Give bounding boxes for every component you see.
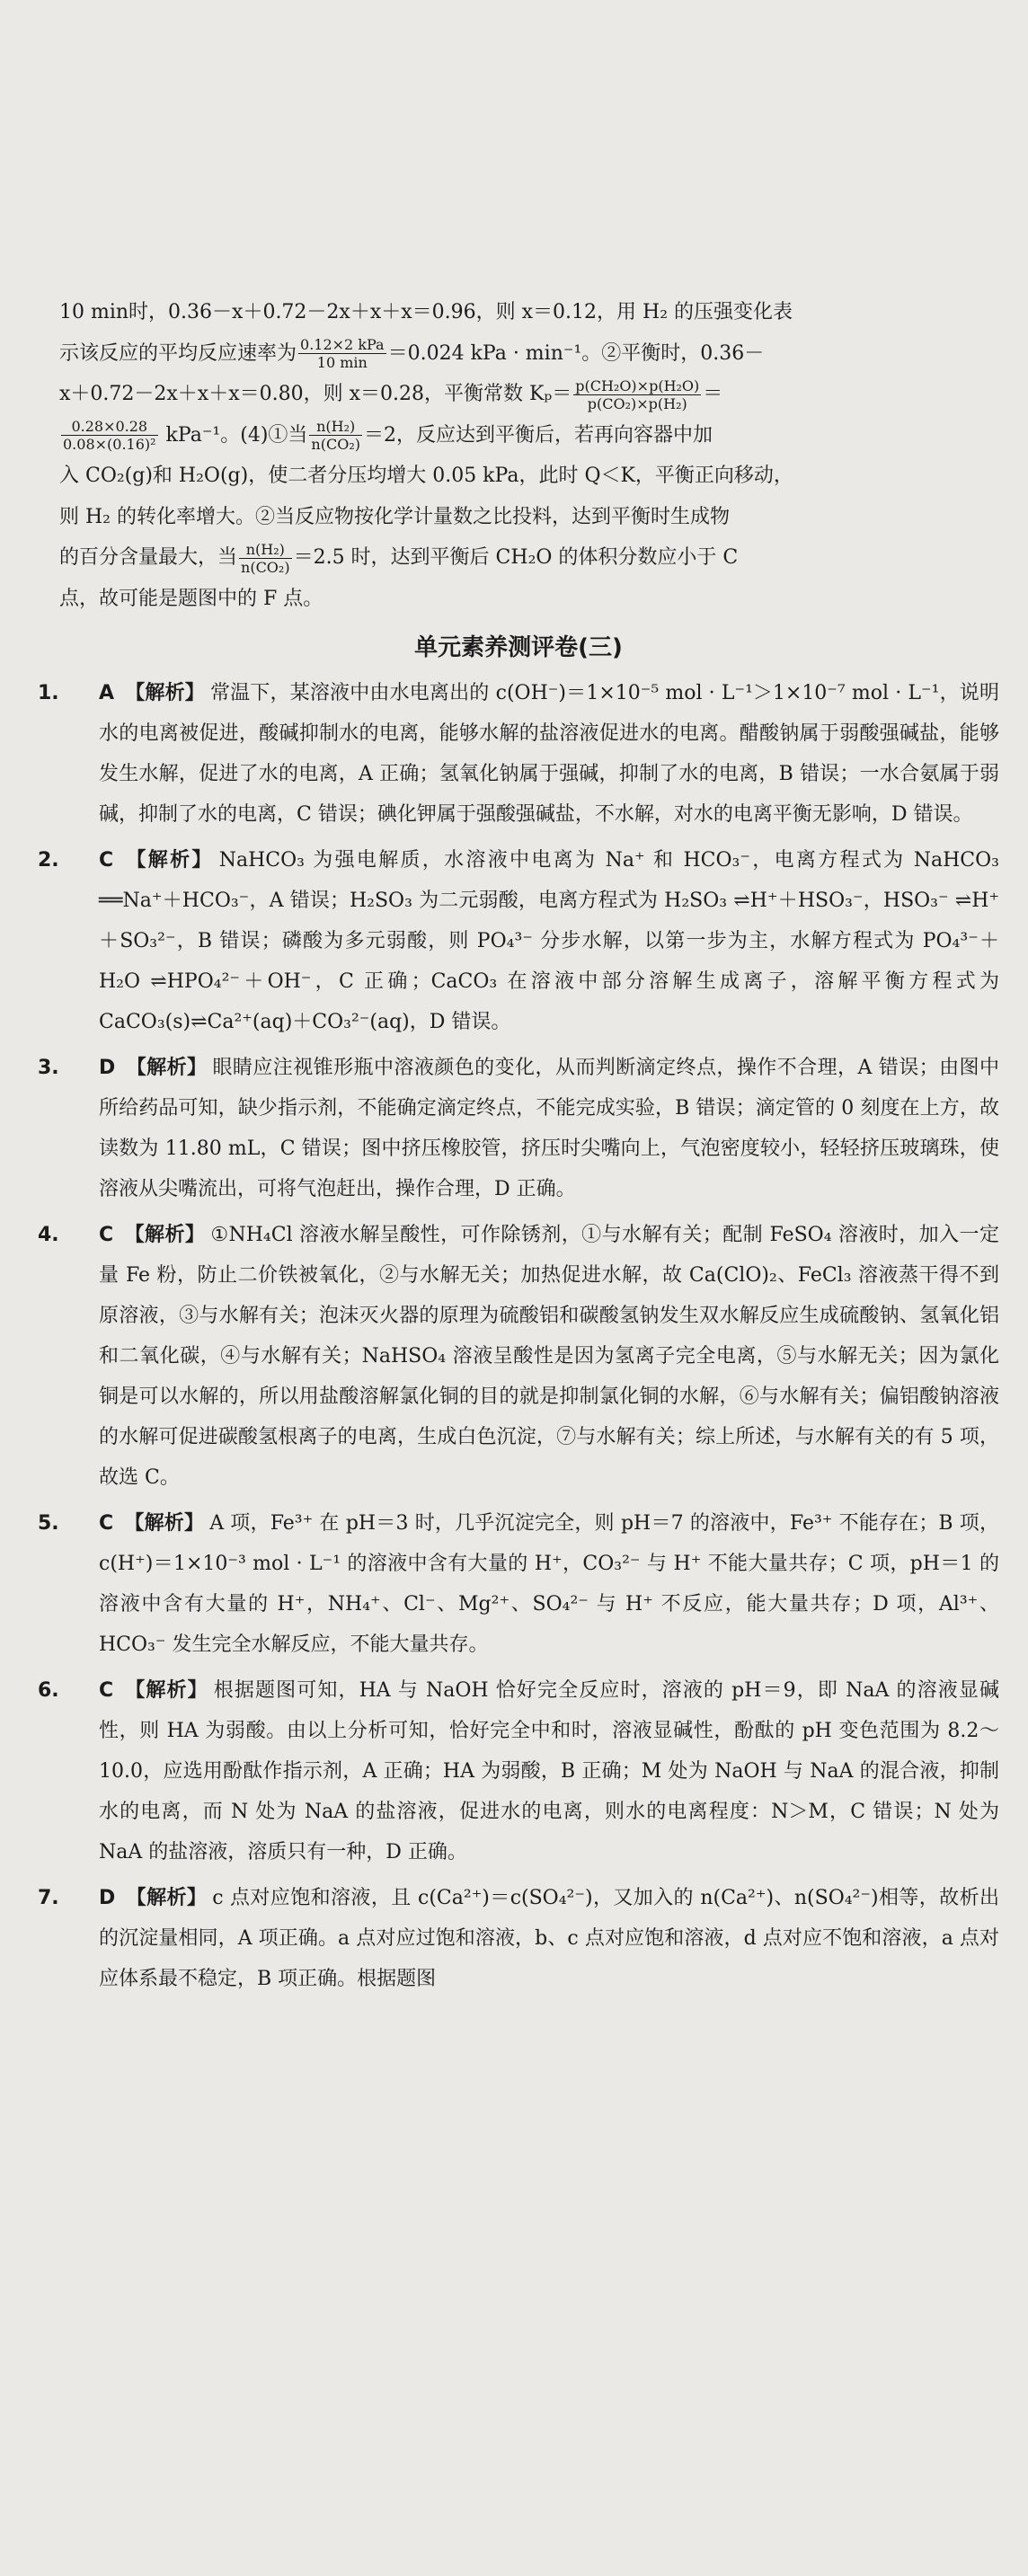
question-explanation [99,1503,999,1665]
question-number: 3. [38,1057,59,1079]
explanation-text: 根据题图可知，HA 与 NaOH 恰好完全反应时，溶液的 pH＝9，即 NaA 的溶液显碱性，则 HA 为弱酸。由以上分析可知，恰好完全中和时，溶液显碱性，酚酞的 pH 变色范围为 8.2～10.0，应选用酚酞作指示剂，A 正确；HA 为弱酸，B 正确；M 处为 NaOH 与 NaA 的混合液，抑制水的电离，而 N 处为 NaA 的盐溶液，促进水的电离，则水的电离程度：N＞M，C 错误；N 处为 NaA 的盐溶液，溶质只有一种，D 正确。 [99,1679,999,1863]
question-number: 1. [38,682,59,704]
question-list [38,673,999,1999]
analysis-tag: 【解析】 [124,1224,206,1246]
explanation-text: ①NH₄Cl 溶液水解呈酸性，可作除锈剂，①与水解有关；配制 FeSO₄ 溶液时，加入一定量 Fe 粉，防止二价铁被氧化，②与水解无关；加热促进水解，故 Ca(ClO)₂、FeCl₃ 溶液蒸干得不到原溶液，③与水解有关；泡沫灭火器的原理为硫酸铝和碳酸氢钠发生双水解反应生成硫酸钠、氢氧化铝和二氧化碳，④与水解有关；NaHSO₄ 溶液呈酸性是因为氢离子完全电离，⑤与水解无关；因为氯化铜是可以水解的，所以用盐酸溶解氯化铜的目的就是抑制氯化铜的水解，⑥与水解有关；偏铝酸钠溶液的水解可促进碳酸氢根离子的电离，生成白色沉淀，⑦与水解有关；综上所述，与水解有关的有 5 项，故选 C。 [99,1224,999,1489]
analysis-tag: 【解析】 [125,682,205,704]
fraction: $\frac{\text{n(H₂)}}{\text{n(CO₂)}}$ [311,418,360,453]
answer-letter: C [99,1679,114,1702]
question-explanation [99,1878,999,1999]
fraction: $\frac{0.28\times 0.28}{\text{0.08×(0.16)²}}$ [63,418,156,453]
explanation-text: 常温下，某溶液中由水电离出的 c(OH⁻)＝1×10⁻⁵ mol · L⁻¹＞1×10⁻⁷ mol · L⁻¹，说明水的电离被促进，酸碱抑制水的电离，能够水解的盐溶液促进水的电离。醋酸钠属于弱酸强碱盐，能够发生水解，促进了水的电离，A 正确；氢氧化钠属于强碱，抑制了水的电离，B 错误；一水合氨属于弱碱，抑制了水的电离，C 错误；碘化钾属于强酸强碱盐，不水解，对水的电离平衡无影响，D 错误。 [99,682,999,826]
explanation-text: c 点对应饱和溶液，且 c(Ca²⁺)＝c(SO₄²⁻)，又加入的 n(Ca²⁺)、n(SO₄²⁻)相等，故析出的沉淀量相同，A 项正确。a 点对应过饱和溶液，b、c 点对应饱和溶液，d 点对应不饱和溶液，a 点对应体系最不稳定，B 项正确。根据题图 [99,1887,999,1990]
intro-line: $\frac{0.28\times 0.28}{\text{0.08×(0.16)²}}$ kPa⁻¹。(4)①当 $\frac{\text{n(H₂)}}{\text{n(CO₂)}}$ ＝2，反应达到平衡后，若再向容器中加 [63,418,713,453]
fraction: $\frac{\text{p(CH₂O)×p(H₂O)}}{\text{p(CO₂)×p(H₂)}}$ [575,376,700,412]
explanation-text: 眼睛应注视锥形瓶中溶液颜色的变化，从而判断滴定终点，操作不合理，A 错误；由图中所给药品可知，缺少指示剂，不能确定滴定终点，不能完成实验，B 错误；滴定管的 0 刻度在上方，故读数为 11.80 mL，C 错误；图中挤压橡胶管，挤压时尖嘴向上，气泡密度较小，轻轻挤压玻璃珠，使溶液从尖嘴流出，可将气泡赶出，操作合理，D 正确。 [99,1057,999,1200]
answer-letter: C [99,849,114,872]
question-explanation [99,673,999,835]
question-item [38,1048,999,1209]
question-number: 4. [38,1224,59,1246]
analysis-tag: 【解析】 [126,1057,208,1079]
question-explanation [99,1670,999,1872]
fraction: $\frac{\text{n(H₂)}}{\text{n(CO₂)}}$ [241,540,290,576]
question-item [38,673,999,835]
analysis-tag: 【解析】 [126,1887,208,1909]
intro-line: 点，故可能是题图中的 F 点。 [59,587,323,610]
analysis-tag: 【解析】 [124,1512,205,1535]
intro-paragraph [38,292,999,619]
analysis-tag: 【解析】 [124,849,214,872]
question-item [38,1215,999,1498]
question-number: 2. [38,849,59,872]
explanation-text: A 项，Fe³⁺ 在 pH＝3 时，几乎沉淀完全，则 pH＝7 的溶液中，Fe³⁺ 不能存在；B 项，c(H⁺)＝1×10⁻³ mol · L⁻¹ 的溶液中含有大量的 H⁺，CO₃²⁻ 与 H⁺ 不能大量共存；C 项，pH＝1 的溶液中含有大量的 H⁺，NH₄⁺、Cl⁻、Mg²⁺、SO₄²⁻ 与 H⁺ 不反应，能大量共存；D 项，Al³⁺、HCO₃⁻ 发生完全水解反应，不能大量共存。 [99,1512,999,1656]
question-item [38,840,999,1042]
explanation-text: NaHCO₃ 为强电解质，水溶液中电离为 Na⁺ 和 HCO₃⁻，电离方程式为 NaHCO₃ ══Na⁺＋HCO₃⁻，A 错误；H₂SO₃ 为二元弱酸，电离方程式为 H₂SO₃ ⇌H⁺＋HSO₃⁻，HSO₃⁻ ⇌H⁺＋SO₃²⁻，B 错误；磷酸为多元弱酸，则 PO₄³⁻ 分步水解，以第一步为主，水解方程式为 PO₄³⁻＋H₂O ⇌HPO₄²⁻＋OH⁻，C 正确；CaCO₃ 在溶液中部分溶解生成离子，溶解平衡方程式为 CaCO₃(s)⇌Ca²⁺(aq)＋CO₃²⁻(aq)，D 错误。 [99,849,999,1033]
answer-letter: D [99,1887,116,1909]
analysis-tag: 【解析】 [124,1679,208,1702]
intro-line: 入 CO₂(g)和 H₂O(g)，使二者分压均增大 0.05 kPa，此时 Q＜K，平衡正向移动， [59,465,793,487]
question-number: 5. [38,1512,59,1535]
question-item [38,1878,999,1999]
intro-line: 的百分含量最大，当 $\frac{\text{n(H₂)}}{\text{n(CO₂)}}$ ＝2.5 时，达到平衡后 CH₂O 的体积分数应小于 C [59,540,739,576]
section-title: 单元素养测评卷(三) [414,634,623,661]
fraction: $\frac{\text{0.12×2 kPa}}{10 \min}$ [300,336,385,371]
answer-letter: A [99,682,115,704]
question-explanation [99,1048,999,1209]
question-explanation [99,840,999,1042]
intro-line: 则 H₂ 的转化率增大。②当反应物按化学计量数之比投料，达到平衡时生成物 [59,505,730,528]
intro-line: 10 min时，0.36－x＋0.72－2x＋x＋x＝0.96，则 x＝0.12，用 H₂ 的压强变化表 [59,301,793,323]
question-number: 6. [38,1679,59,1702]
answer-content [38,292,999,2005]
answer-letter: C [99,1512,114,1535]
answer-letter: D [99,1057,116,1079]
intro-line: x＋0.72－2x＋x＋x＝0.80，则 x＝0.28，平衡常数 Kₚ＝ $\frac{\text{p(CH₂O)×p(H₂O)}}{\text{p(CO₂)×p(H₂)}}$ ＝ [59,376,723,412]
question-number: 7. [38,1887,59,1909]
question-explanation [99,1215,999,1498]
question-item [38,1503,999,1665]
answer-letter: C [99,1224,114,1246]
question-item [38,1670,999,1872]
intro-line: 示该反应的平均反应速率为 $\frac{\text{0.12×2 kPa}}{10 \min}$ ＝0.024 kPa · min⁻¹。②平衡时，0.36－ [59,336,765,371]
